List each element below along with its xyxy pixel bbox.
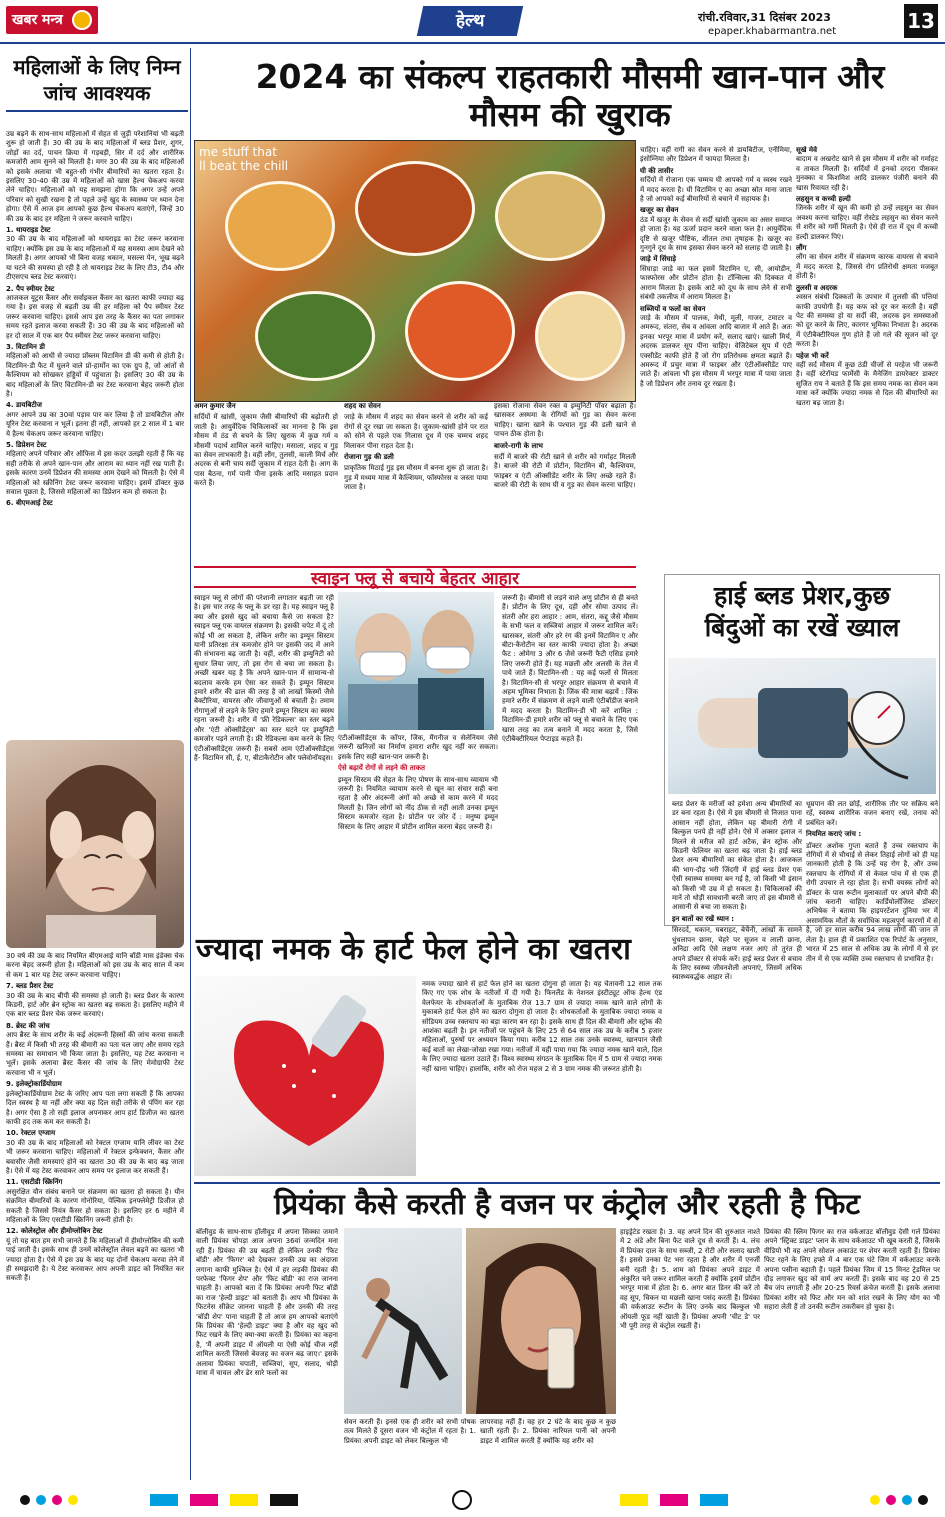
registration-dot: [870, 1495, 880, 1505]
food-bowl: [355, 161, 475, 256]
headline-line-1: 2024 का संकल्प राहतकारी मौसमी खान-पान और: [255, 57, 885, 96]
winter-food-photo: [194, 140, 636, 402]
subheading: इन बातों का रखें ध्यान :: [672, 914, 735, 923]
workout-illustration: [344, 1228, 462, 1414]
test-body: आजकल यूट्रस कैंसर और सर्वाइकल कैंसर का खतरा काफी ज्यादा बढ़ गया है। इस वजह से बढ़ती उम्र की हर महिला को पैप स्मीयर टेस्ट जरूर करवाना चाहिए। इससे आप इस तरह के कैंसर का पता लगाकर समय रहते इलाज करवा सकती हैं। 30 की उम्र के बाद महिलाओं को हर दो साल में एक बार पैप स्मीयर टेस्ट जरूर करवाना चाहिए।: [6, 293, 184, 340]
subheading: सूखे मेवे: [796, 146, 817, 154]
food-bowl: [405, 281, 515, 381]
test-body: इलेक्ट्रोकार्डियोग्राम टेस्ट के जरिए आप पता लगा सकती हैं कि आपका दिल स्वस्थ है या नहीं और क्या वह दिल सही तरीके से पंपिंग कर रहा है। अगर ऐसा है तो सही इलाज अपनाकर आप हार्ट डिजीज का खतरा काफी हद तक कम कर सकती है।: [6, 1089, 184, 1126]
winter-food-col-1: [194, 402, 338, 560]
page-number: 13: [904, 4, 938, 38]
left-article-body-top: [6, 130, 184, 742]
priyanka-text: लापरवाह नहीं हैं। वह हर 2 घंटे के बाद कुछ न कुछ खाती रहती हैं। 2. प्रियंका नारियल पानी को अपनी डाइट में शामिल करती हैं क्योंकि यह शरीर को: [480, 1418, 616, 1445]
main-headline: [200, 58, 940, 134]
food-bowl: [225, 181, 335, 271]
test-body: अगर आपने उम्र का 30वां पड़ाव पार कर लिया है तो डायबिटीज और यूरिन टेस्ट करवाना न भूलें। इतना ही नहीं, आपको हर 2 साल में 1 बार ये हैल्थ चेकअप जरूर करवाना चाहिए।: [6, 410, 184, 438]
winter-food-text: ठंड में खजूर के सेवन से सर्दी खांसी जुकाम का असर समाप्त हो जाता है। यह ऊर्जा प्रदान करने वाला फल है। आयुर्वेदिक दृष्टि से खजूर पौष्टिक, शीतल तथा तृषाहक है। खजूर का गुनगुने दूध के साथ इसका सेवन करने को सलाह दी जाती है।: [640, 215, 792, 253]
winter-food-text: सर्दियों में रोजाना एक चम्मच घी आपको गर्म व स्वस्थ रखने में मदद करता है। घी विटामिन ए का अच्छा स्रोत माना जाता है जो आपको कई बीमारियों से बचाने में सहायक है।: [640, 176, 792, 204]
test-heading: 4. डायबिटीज: [6, 401, 42, 410]
winter-food-text: सर्दियों में खांसी, जुकाम जैसी बीमारियों की बढ़ोतरी हो जाती है। आयुर्वेदिक चिकित्सकों का मानना है कि इस मौसम में ठंड से बचने के लिए खुराक में कुछ गर्म व मौसमी पदार्थ शामिल करने चाहिए। मसाला, शहद व गुड़ का सेवन लाभकारी है। वहीं लौंग, तुलसी, काली मिर्च और अदरक से बनी चाय सर्दी जुकाम में राहत देती है। आग के पास बैठना, गर्म पानी पीना इसके आदि मसाहत प्रदान करते हैं।: [194, 413, 338, 488]
portrait-illustration: [466, 1228, 616, 1414]
byline: अमन कुमार जैन: [194, 402, 236, 410]
dateline: रांची.रविवार,31 दिसंबर 2023: [698, 11, 831, 24]
subheading: तुलसी व अदरक: [796, 283, 838, 292]
test-heading: 1. थायराइड टेस्ट: [6, 226, 51, 235]
priyanka-text: सेवन करती हैं। इनसे एक ही शरीर को सभी पोषक तत्व मिलते हैं दूसरा वजन भी कंट्रोल में रहता है। 1. प्रियंका अपनी डाइट को लेकर बिल्कुल भी: [344, 1418, 476, 1445]
winter-food-text: सर्दी में बाजरे की रोटी खाने से शरीर को गर्माहट मिलती है। बाजरे की रोटी में प्रोटीन, विटामिन बी, कैल्शियम, फाइबर व एंटी ऑक्सीडेंट शरीर के लिए अच्छे रहते हैं। बाजरे की रोटी के साथ घी व गुड़ का सेवन करना चाहिए।: [494, 453, 636, 490]
left-article-title: महिलाओं के लिए निम्न जांच आवश्यक: [6, 54, 188, 112]
priyanka-text: बॉलीवुड के साथ-साथ हॉलीवुड में अपना सिक्का जमाने वाली प्रियंका चोपड़ा आज अपना 36वां जन्मदिन मना रही हैं। प्रियंका की उम्र बढ़ती ही लेकिन उनकी 'फिट बॉडी' और 'फिगर' को देखकर उनकी उम्र का अंदाजा लगाना काफी मुश्किल है। ऐसे में हर लड़की प्रियंका की परफेक्ट 'फिगर शेप' और 'फिट बॉडी' का राज जानना चाहती है। आपको बता दें कि प्रियंका अपनी फिट बॉडी का राज 'हेल्दी डाइट' को बताती हैं। आप भी प्रियंका के फिटनेस सीक्रेट जानना चाहती हैं और उनकी की तरह 'बॉडी शेप' पाना चाहती हैं तो आज हम आपको बताएंगे कि प्रियंका की 'हेल्दी डाइट' क्या है और वह खुद को फिट रखने के लिए क्या-क्या करती हैं। प्रियंका का कहना है, 'मैं अपनी डाइट में ऑयली या ऐसी कोई चीज नहीं शामिल करती जिससे बेवजह का वजन बढ़ जाए।' इसके अलावा प्रियंका चपाती, सब्जियां, सूप, सलाद, थोड़ी मात्रा में चावल और ढेर सारे फलों का: [196, 1228, 338, 1378]
bp-text: ब्लड प्रेशर के मरीजों को हमेशा अन्य बीमारियों का डर बना रहता है। ऐसे में इस बीमारी से निजात पाना आसान नहीं होता, लेकिन यह बीमारी रोगी में बिल्कुल पनपे ही नहीं होने। ऐसे में अक्सर इलाज न मिलने से मरीज को हार्ट अटैक, ब्रेन स्ट्रोक और किडनी फेलियर का खतरा बढ़ जाता है। हाई ब्लड प्रेशर अन्य बीमारियों का संकेत होता है। आजकल की भाग-दौड़ भरी जिंदगी में हाई ब्लड प्रेशर एक ऐसी स्वास्थ्य समस्या बन गई है, जो किसी भी इंसान को किसी भी उम्र में हो सकता है। चिकित्सकों की मानें तो थोड़ी सावधानी बरती जाए तो इस बीमारी से आसानी से बचा जा सकता है।: [672, 800, 802, 912]
test-body: यूं तो यह बात हम सभी जानते हैं कि महिलाओं में हीमोग्लोबिन की कमी पाई जाती है। इसके साथ ही उनमें कोलेस्ट्रॉल लेवल बढ़ने का खतरा भी ज्यादा होता है। ऐसे में इस उम्र के बाद यह दोनों चेकअप करवा लेने में ही समझदारी है। ये टेस्ट करवाकर आप अपनी डाइट को नियंत्रित कर सकती हैं।: [6, 1236, 184, 1283]
winter-food-text: जिनके शरीर में खून की कमी हो उन्हें लहसुन का सेवन अवश्य करना चाहिए। वहीं रोस्टेड लहसुन का सेवन करने से शरीर को गर्मी मिलती है। ऐसे ही रात में दूध में कच्ची हल्दी डालकर पिएं।: [796, 204, 938, 241]
food-bowl: [255, 291, 375, 381]
woman-illustration: [6, 740, 184, 948]
test-heading: 3. विटामिन डी: [6, 342, 45, 351]
winter-food-text: सिंघाड़ा जाड़े का फल इसमें विटामिन ए, सी, आयोडीन, फास्फोरस और प्रोटीन होता है। टॉन्सिल्स की दिक्कत में आराम मिलता है। इसके आटे को दूध के साथ लेने से सभी संबंधी तकलीफ में आराम मिलता है।: [640, 264, 792, 302]
registration-dot: [918, 1495, 928, 1505]
photo-caption-line: me stuff that: [199, 145, 277, 159]
bp-title-line: हाई ब्लड प्रेशर,कुछ: [713, 581, 891, 610]
priyanka-portrait-photo: [466, 1228, 616, 1414]
test-body: महिलाएं अपने परिवार और ऑफिस में इस कदर उलझी रहती हैं कि वह सही तरीके से अपने खान-पान और आराम का ध्यान नहीं रख पाती हैं। इसके कारण उनमें डिप्रेशन की समस्या आम देखने को मिलती है। ऐसे में महिलाओं को स्क्रीनिंग टेस्ट जरूर करवाना चाहिए। इसमें डॉक्टर कुछ सवाल पूछता है, जिससे महिलाओं का डिप्रेशन कम हो सकता है।: [6, 450, 184, 497]
color-bar: [620, 1494, 648, 1506]
subheading: खजूर का सेवन: [640, 206, 679, 215]
test-heading: 7. ब्लड प्रैशर टेस्ट: [6, 982, 54, 991]
subheading: पहेज भी करें: [796, 351, 829, 360]
priyanka-title: प्रियंका कैसे करती है वजन पर कंट्रोल और रहती है फिट: [194, 1182, 940, 1224]
logo-emblem-icon: [72, 10, 92, 30]
crosshair-icon: [452, 1490, 472, 1510]
winter-food-text: जाड़े के मौसम में शहद का सेवन करने से शरीर को कई रोगों से दूर रखा जा सकता है। जुकाम-खांसी होने पर रात को सोने से पहले एक गिलास दूध में एक चम्मच शहद मिलाकर पीना राहत देता है।: [344, 413, 488, 450]
registration-dot: [36, 1495, 46, 1505]
priyanka-col-3: [480, 1418, 616, 1482]
registration-dot: [52, 1495, 62, 1505]
winter-food-text: इसका रोजाना सेवन रक्त व इम्युनिटी पॉवर बढ़ाता है। खासकर अस्थमा के रोगियों को गुड़ का सेवन करना चाहिए। खाना खाने के पश्चात गुड़ की डली खाने से पाचन ठीक होता है।: [494, 402, 636, 439]
priyanka-workout-photo: [344, 1228, 462, 1414]
color-bar: [230, 1494, 258, 1506]
priyanka-col-4: [620, 1228, 760, 1482]
salt-text: नमक ज्यादा खाने से हार्ट फेल होने का खतरा दोगुना हो जाता है। यह चेतावनी 12 साल तक किए गए एक शोध के नतीजों में दी गयी है। फिनलैंड के नेशनल इंस्टीट्यूट ऑफ हेल्थ एंड वेलफेयर के शोधकर्ताओं के मुताबिक रोज 13.7 ग्राम से ज्यादा नमक खाने वाले लोगों के मुकाबले हार्ट फेल होने का खतरा दोगुना हो जाता है। शोधकर्ताओं के मुताबिक ज्यादा नमक व सोडियम उच्च रक्तचाप का बड़ा कारण बन रहा है। इसके साथ ही दिल की बीमारी और स्ट्रोक की आशंका बढ़ती है। इन नतीजों पर पहुंचने के लिए 25 से 64 साल तक उम्र के करीब 5 हजार महिलाओं, पुरुषों पर अध्ययन किया गया। करीब 12 साल तक उनके स्वास्थ्य, खानपान जैसी कई बातों का लेखा-जोखा रखा गया। नतीजों में यही पाया गया कि ज्यादा नमक खाने वाले, दिल के लिए ज्यादा खतरा उठाते हैं। विश्व स्वास्थ्य संगठन के मुताबिक दिन में 5 ग्राम से ज्यादा नमक नहीं खाना चाहिए। हालांकि, शरीर को रोज महज 2 से 3 ग्राम नमक की जरूरत होती है।: [422, 980, 662, 1073]
winter-food-col-2: [344, 402, 488, 560]
test-heading: 11. एसटीडी स्क्रिनिंग: [6, 1178, 63, 1187]
bp-text: सिरदर्द, थकान, घबराहट, बेचैनी, आंखों के सामने धुंधलापन छाना, चेहरे पर सूजन व लाली छाना, अनिद्रा आदि ऐसे लक्षण नजर आएं तो तुरंत ही अपने डॉक्टर से संपर्क करें। हाई ब्लड प्रेशर से बचाव के लिए स्वस्थ्य जीवनशैली अपनाएं, जिसमें अधिक स्वास्थ्यवर्द्धक आहार लें।: [672, 926, 802, 982]
section-label: [417, 6, 523, 36]
color-bar: [660, 1494, 688, 1506]
test-body: 30 की उम्र के बाद महिलाओं को थायराइड का टेस्ट जरूर करवाना चाहिए। क्योंकि इस उम्र के बाद महिलाओं में यह समस्या आम देखने को मिलती है। अगर आपको भी बिना वजह थकान, मसल्स पेन, भूख बढ़ने या घटने की समस्या हो रही है तो थायराइड टेस्ट के लिए टी3, टी4 और टीएसएच ब्लड टेस्ट करवाएं।: [6, 235, 184, 282]
registration-dot: [20, 1495, 30, 1505]
winter-food-columns: [194, 402, 636, 562]
test-heading: 9. इलेक्ट्रोकार्डियोग्राम: [6, 1080, 62, 1089]
food-bowl: [535, 291, 625, 381]
masked-people-photo: [338, 592, 494, 730]
bp-text: डॉक्टर अशोक गुप्ता बताते हैं उच्च रक्तचाप के रोगियों में से चौथाई से लेकर तिहाई लोगों को ही यह जानकारी होती है कि उन्हें यह रोग है, और उच्च रक्तचाप के रोगियों में से केवल पांच में से एक ही रोगी उपचार ले रहा होता है। सभी वयस्क लोगों को डॉक्टर के पास रूटीन मुलाकातों पर अपने बीपी की जांच करानी चाहिए। कार्डियोलॉजिस्ट डॉक्टर अभिषेक ने बताया कि हाइपरटेंशन दुनिया भर में असामयिक मौतों के सर्वाधिक महत्वपूर्ण कारणों में से है, जो हर साल करीब 94 लाख लोगों की जान ले लेता है। हाल ही में प्रकाशित एक रिपोर्ट के अनुसार, भारत में 25 साल से अधिक उम्र के लोगों में से हर तीन में से एक व्यक्ति उच्च रक्तचाप से प्रभावित है।: [806, 841, 938, 963]
headache-woman-photo: [6, 740, 184, 948]
test-body: महिलाओं को आधी से ज्यादा प्रॉब्लम विटामिन डी की कमी से होती है। विटामिन-डी फैट में घुलने वाले प्रो-हार्मोन का एक ग्रुप है, जो आंतों से कैल्शियम को सोखकर हड्डियों में पहुंचाता है। इसलिए 30 की उम्र के बाद महिलाओं के लिए विटामिन-डी का टेस्ट करवाना बेहद जरूरी होता है।: [6, 352, 184, 398]
subheading: नियमित कराएं जांच :: [806, 830, 862, 839]
priyanka-text: प्रियंका की स्लिम फिगर का राज वर्कआउट बॉलीवुड देसी गर्ल प्रियंका अपने 'स्ट्रिक्ट डाइट' प्लान के साथ वर्कआउट भी खूब करती हैं, जिसके वीडियो भी वह अपने सोशल अकाउंट पर शेयर करती रहती हैं। प्रियंका फिट रहने के लिए हफ्ते में 4 बार एक घंटे जिम में वर्कआउट करके अपना पसीना बहाती हैं। पहले प्रियंका जिम में 15 मिनट ट्रेडमिल पर दौड़ लगाकर खुद को वार्म अप करती हैं। इसके बाद वह 20 से 25 बैंच जंप लगाती हैं और 20-25 रिवर्स क्रंचेज करती हैं। इसके अलावा प्रियंका शरीर को फिट और मन को शांत रखने के लिए योग का भी सहारा लेती हैं तो उनकी रूटीन तकरीबन हो चुका है।: [764, 1228, 940, 1312]
subheading: रोजाना गुड़ की डली: [344, 453, 394, 462]
swine-flu-col-2: [338, 734, 498, 924]
swine-flu-text: एंटीऑक्सीडेंट्स के कॉपर, जिंक, मैंगनीज व सेलेनियम जैसे जरूरी खनिजों का निर्माण हमारा शरीर खुद नहीं कर सकता। इसके लिए सही खान-पान जरूरी है।: [338, 734, 498, 761]
test-heading: 10. रेक्टल एग्जाम: [6, 1129, 56, 1138]
subheading: बाजरे-रागी के लाभ: [494, 441, 543, 450]
subheading: लहसुन व कच्ची हल्दी: [796, 195, 851, 204]
swine-flu-col-3: [502, 594, 638, 924]
test-heading: 12. कोलेस्ट्रोल और हीमोग्लोबिन टेस्ट: [6, 1227, 103, 1236]
winter-food-text: प्राकृतिक मिठाई गुड़ इस मौसम में बनना शुरू हो जाता है। गुड़ में मध्यम मात्रा में कैल्शियम, फॉस्फोरस व जस्ता पाया जाता है।: [344, 464, 488, 492]
registration-dot: [886, 1495, 896, 1505]
salt-heart-photo: [194, 976, 416, 1176]
winter-food-text: लौंग का सेवन शरीर में संक्रमण कारक वायरस से बचाने में मदद करता है, जिससे रोग प्रतिरोधी क्षमता मजबूत होती है।: [796, 253, 938, 281]
test-heading: 8. ब्रेस्ट की जांच: [6, 1021, 50, 1030]
headline-line-2: मौसम की खुराक: [469, 95, 671, 134]
masthead: [0, 0, 945, 44]
logo-text: खबर मन्त्र: [12, 12, 63, 28]
subheading: घी की तासीर: [640, 166, 674, 175]
test-body: 30 वर्ष की उम्र के बाद नियमित बीएमआई यानि बॉडी मास इंडेक्स चेक करना बेहद जरूरी होता है। महिलाओं को इस उम्र के बाद साल में कम से कम 1 बार यह टेस्ट जरूर करवाना चाहिए।: [6, 952, 184, 979]
epaper-url[interactable]: epaper.khabarmantra.net: [708, 26, 837, 37]
subheading: शहद का सेवन: [344, 402, 381, 410]
color-bar: [700, 1494, 728, 1506]
bp-col-2: [806, 800, 938, 1220]
winter-food-text: बादाम व अखरोट खाने से इस मौसम में शरीर को गर्माहट व ताकत मिलती है। सर्दियों में इनको दरदरा पीसकर मुनक्का व किशमिश आदि डालकर पंजीरी बनाने की खास रिवायत रही है।: [796, 155, 938, 192]
priyanka-col-2: [344, 1418, 476, 1482]
bp-measurement-photo: [668, 658, 936, 794]
test-body: असुरक्षित यौन संबंध बनाने पर संक्रमण का खतरा हो सकता है। यौन संक्रमित बीमारियों के कारण गोनोरिया, पेल्विक इनफ्लेमेट्री डिजीज हो सकती है जिससे नियंत्र कैंसर हो सकता है। इसलिए हर 6 महीने में महिलाओं के लिए एसटीडी स्क्रिनिंग जरूरी होती है।: [6, 1187, 184, 1224]
print-registration-strip: [0, 1488, 945, 1512]
winter-food-text: चाहिए। वहीं रागी का सेवन करने से डायबिटीज, एनीमिया, इंसोम्निया और डिप्रेशन में फायदा मिलता है।: [640, 146, 792, 164]
winter-food-col-3: [494, 402, 636, 560]
photo-caption-line: ll beat the chill: [199, 159, 289, 173]
test-heading: 5. डिप्रेशन टेस्ट: [6, 441, 47, 449]
subheading: लौंग: [796, 244, 807, 253]
winter-food-text: जाड़े के मौसम में पालक, मेथी, मूली, गाजर, टमाटर व अमरूद, संतरा, सेब व आंवला आदि बाजार में आते हैं। अतः इनका भरपूर मात्रा में प्रयोग करें, सलाद खाएं। खाली मिर्च, अदरक डालकर सूप पीना चाहिए। वेजिटेबल सूप में एंटी एक्सीडेंट काफी होते हैं जो रोग प्रतिरोधक क्षमता बढ़ाते हैं। अमरूद में प्रचुर मात्रा में फाइबर और एंटीऑक्सीडेंट पाए जाते हैं। आंवला भी इस मौसम में भरपूर मात्रा में पाया जाता है जो डिप्रेशन और तनाव दूर रखता है।: [640, 313, 792, 388]
subheading: ऐसे बढ़ायें रोगों से लड़ने की ताकत: [338, 764, 425, 773]
test-body: आप ब्रैस्ट के साथ शरीर के कई अंदरूनी हिस्सों की जांच करवा सकती हैं। ब्रैस्ट में किसी भी तरह की बीमारी का पता चल जाए और समय रहते समस्या का समाधान भी किया जाता है। इसलिए, यह टेस्ट करवाना न भूलें। इसके अलावा ब्रैस्ट कैंसर की जांच के लिए मेमोग्राफी टेस्ट करवाना भी न भूलें।: [6, 1031, 184, 1077]
swine-flu-text: स्वाइन फ्लू से लोगों की परेशानी लगातार बढ़ती जा रही है। इस चार तरह के फ्लू के डर रहा है। यह स्वाइन फ्लू है क्या और इससे खुद को बचाया कैसे जा सकता है? स्वाइन फ्लू एक वायरल संक्रमण है। इसकी चपेट में दूं तो कोई भी आ सकता है, लेकिन शरीर का इम्यून सिस्टम यानी प्रतिरक्षा तंत्र कमजोर होने पर इसकी जद में आने की संभावना बढ़ जाती है। वहीं, शरीर की इम्युनिटी को सुधार लिया जाए, तो इस रोग से बचा जा सकता है। अच्छी खबर यह है कि अपने खान-पान में सामान्य-से बदलाव करके हम ऐसा कर सकते हैं। इम्यून सिस्टम हमारे शरीर की ढाल की तरह है जो लाखों किस्मों जैसे बैक्टीरिया, वायरस और जीवाणुओं से बचाती है। तमाम रोगाणुओं से लड़ने के लिए हमारे इम्यून सिस्टम का स्वस्थ रहना जरूरी है। शरीर में 'फ्री रेडिकल्स' का स्तर बढ़ने और 'एंटी ऑक्सीडेंट्स' का स्तर घटने पर इम्युनिटी कमजोर पड़ने लगती है। फ्री रेडिकल्स कम करने के लिए एंटीऑक्सीडेंट्स जरूरी हैं। सबसे आम एंटीऑक्सीडेंट्स हैं- विटामिन सी, ई, ए, बीटाकैरोटीन और फ्लेवोनॉयड्स।: [194, 594, 334, 762]
column-divider: [190, 48, 191, 1480]
test-heading: 2. पैप स्मीयर टेस्ट: [6, 284, 55, 293]
bp-col-1: [672, 800, 802, 1220]
masks-illustration: [338, 592, 494, 730]
section-text: हेल्थ: [455, 11, 485, 31]
priyanka-col-1: [196, 1228, 338, 1482]
winter-food-col-4: [640, 146, 792, 552]
bp-title: [668, 580, 936, 644]
food-bowl: [495, 171, 605, 261]
photo-caption: [199, 145, 288, 173]
left-article-body-bottom: [6, 952, 184, 1472]
color-bar: [270, 1494, 298, 1506]
color-bar: [150, 1494, 178, 1506]
bp-cuff-illustration: [668, 658, 936, 794]
swine-flu-col-1: [194, 594, 334, 924]
bp-title-line: बिंदुओं का रखें ख्याल: [704, 613, 900, 642]
subheading: सब्जियों व फलों का सेवन: [640, 304, 706, 313]
test-body: 30 की उम्र के बाद बीपी की समस्या हो जाती है। ब्लड प्रैशर के कारण किडनी, हार्ट और ब्रेन स्ट्रोक का खतरा बढ़ सकता है। इसलिए महीने में एक बार ब्लड प्रैशर चेक जरूर करवाएं।: [6, 991, 184, 1019]
swine-flu-text: इम्यून सिस्टम की सेहत के लिए पोषण के साथ-साथ व्यायाम भी जरूरी है। नियमित व्यायाम करने से खून का संचार सही बना रहता है और अंदरूनी अंगों को अच्छे से काम करने में मदद मिलती है। जिन लोगों को नींद ठीक से नहीं आती उनका इम्यून सिस्टम कमजोर रहता है। प्रोटीन पर जोर दें : मनुष्य इम्यून सिस्टम के लिए आहार में प्रोटीन शामिल करना बेहद जरूरी है।: [338, 775, 498, 831]
test-body: 30 की उम्र के बाद महिलाओं को रेक्टल एग्जाम यानि लीवर का टेस्ट भी जरूर करवाना चाहिए। महिलाओं में रेक्टल इन्फेक्शन, कैंसर और बवासीर जैसी समस्याएं होने का खतरा 30 की उम्र के बाद बढ़ जाता है। ऐसे में यह टेस्ट करवाकर आप समय पर इलाज कर सकती हैं।: [6, 1138, 184, 1175]
swine-flu-text: जरूरी है। बीमारी से लड़ने वाले अणु प्रोटीन से ही बनते हैं। प्रोटीन के लिए दूध, दही और सोया उत्पाद लें। संतरी और हरा आहार : आम, संतरा, कद्दू जैसे मौसम के सभी फल व सब्जियां आहार में जरूर शामिल करें। खासकर, संतरी और हरे रंग की इनमें विटामिन ए और बीटा-कैरोटीन का स्तर काफी ज्यादा होता है। अच्छा फैट : ओमेगा 3 और 6 जैसे जरूरी फैटी एसिड हमारे लिए जरूरी होते हैं। यह मछली और अलसी के तेल में पाये जाते हैं। विटामिन-सी : यह कई फलों से मिलता है। विटामिन-सी से भरपूर आहार संक्रमण से बचाने में अहम भूमिका निभाता है। जिंक की मात्रा बढ़ायें : जिंक हमारे शरीर में संक्रमण से लड़ने वाली एंटीबॉडीज बनाने में मदद करता है। विटामिन-डी भी करें शामिल : विटामिन-डी हमारे शरीर को फ्लू से बचाने के लिए एक खास तरह का तत्व बनाने में मदद करता है, जिसे एंटीबैक्टीरियल पेप्टाइड कहते हैं।: [502, 594, 638, 744]
color-bar: [190, 1494, 218, 1506]
registration-dot: [902, 1495, 912, 1505]
salt-title: ज्यादा नमक के हार्ट फेल होने का खतरा: [196, 932, 631, 967]
salt-body: [422, 980, 662, 1176]
priyanka-text: हाइड्रेटेड रखता है। 3. वह अपने दिन की शुरुआत नाश्ते में 2 अंडे और बिना फैट वाले दूध से करती हैं। 4. लंच में प्रियंका दाल के साथ सब्जी, 2 रोटी और सलाद खाती हैं। इससे उनका पेट भरा रहता है और शरीर में एनर्जी बनी रहती है। 5. शाम को प्रियंका अपने डाइट में अंकुरित चने जरूर शामिल करती हैं क्योंकि इसमें प्रोटीन भरपूर मात्रा में होता है। 6. अगर बात डिनर की करें तो वह सूप, चिकन या मछली खाना पसंद करती हैं। प्रियंका की वर्कआउट रूटीन के लिए उनके बाद बिल्कुल भी ऑयली फूड नहीं खाती हैं। प्रियंका अपनी 'चीट डे' पर भी पूरी तरह से कंट्रोल रखती हैं।: [620, 1228, 760, 1331]
test-heading: 6. बीएमआई टेस्ट: [6, 499, 53, 508]
swine-flu-title: स्वाइन फ्लू से बचाये बेहतर आहार: [194, 566, 636, 588]
bp-text: धूम्रपान की लत छोड़ें, शारीरिक तौर पर सक्रिय बने रहें, स्वस्थ्य शारीरिक वजन बनाए रखें, तनाव को प्रबंधित करें।: [806, 800, 938, 827]
priyanka-col-5: [764, 1228, 940, 1482]
left-intro: उम्र बढ़ने के साथ-साथ महिलाओं में सेहत से जुड़ी परेशानियां भी बढ़ती शुरू हो जाती हैं। 30 की उम्र के बाद महिलाओं में ब्लड प्रैशर, शुगर, जोड़ों का दर्द, पाचन क्रिया में गड़बड़ी, सिर में दर्द और शारीरिक कमजोरी आम सुनने को मिलती है। मगर 30 की उम्र के बाद महिलाओं को इसके अलावा भी बहुत-सी गंभीर बीमारियों का खतरा रहता है। इसलिए 30-40 की उम्र में महिलाओं को खास हैल्थ चेकअप करवा लेने चाहिए। महिलाओं को यह समझना होगा कि अगर उन्हें अपने परिवार को सुखी रखना है तो पहले उन्हें खुद के स्वास्थ्य पर ध्यान देना होगा। ऐसे में आज हम आपको कुछ हैल्थ चेकअप बताएंगे, जिन्हें 30 की उम्र के बाद हर महिला ने जरूर करवाने चाहिए।: [6, 130, 184, 223]
winter-food-text: श्वसन संबंधी दिक्कतों के उपचार में तुलसी की पत्तियां काफी उपयोगी हैं। यह कफ को दूर कर करती है। वहीं पेट की समस्या हो या सर्दी की, अदरक इन समस्याओं को दूर करने के लिए, कारगर भूमिका निभाता है। अदरक में एंटीबैक्टीरियल गुण होते हैं जो गले की सूजन को दूर करता है।: [796, 293, 938, 349]
heart-salt-illustration: [194, 976, 416, 1176]
registration-dot: [68, 1495, 78, 1505]
winter-food-col-5: [796, 146, 938, 552]
winter-food-text: वहीं सर्द मौसम में कुछ ठंडी चीजों से परहेज भी जरूरी है। वहीं स्टेरॉयड फार्मेसी के मैनेजिंग डायरेक्टर डाक्टर सुजित राय ने बताते हैं कि इस समय नमक का सेवन कम मात्रा करें क्योंकि ज्यादा नमक से दिल की बीमारियों का खतरा बढ़ जाता है।: [796, 360, 938, 407]
subheading: जाड़े में सिंघाड़े: [640, 255, 677, 264]
